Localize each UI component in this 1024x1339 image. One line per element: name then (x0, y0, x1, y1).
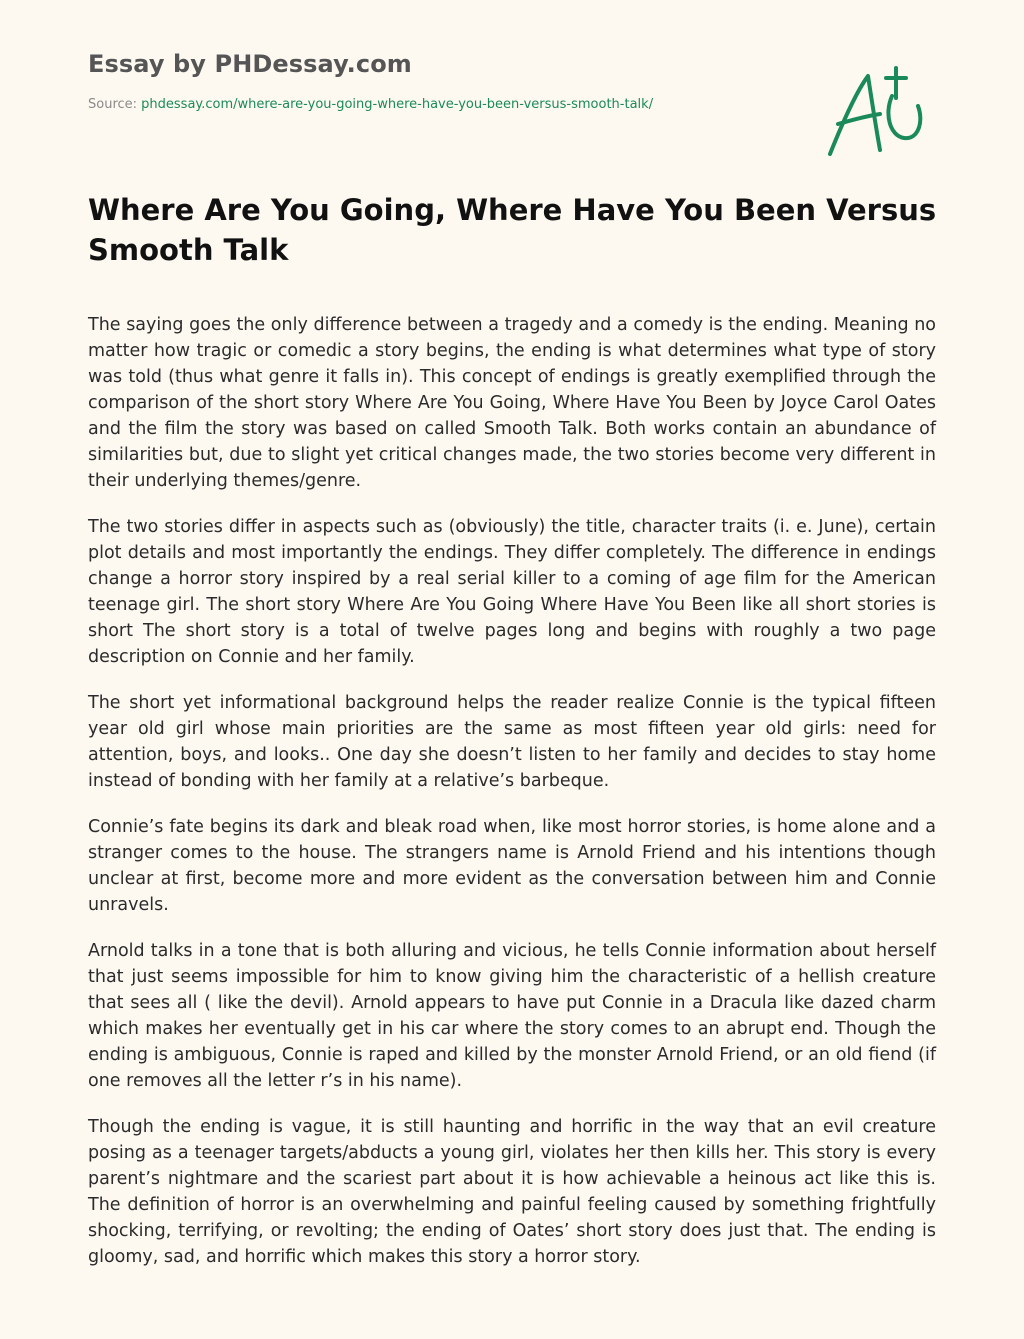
essay-paragraph: Arnold talks in a tone that is both alluring and vicious, he tells Connie information about herself that just seems impossible for him to know giving him the characteristic of a hellish creature that sees all ( like the devil). Arnold appears to have put Connie in a Dracula like dazed charm which makes her eventually get in his car where the story comes to an abrupt end. Though the ending is ambiguous, Connie is raped and killed by the monster Arnold Friend, or an old fiend (if one removes all the letter r’s in his name). (88, 941, 936, 1091)
essay-paragraph: The two stories differ in aspects such as (obviously) the title, character traits (i. e. June), certain plot details and most importantly the endings. They differ completely. The difference in endings change a horror story inspired by a real serial killer to a coming of age film for the American teenage girl. The short story Where Are You Going Where Have You Been like all short stories is short The short story is a total of twelve pages long and begins with roughly a two page description on Connie and her family. (88, 517, 936, 667)
source-line (88, 97, 653, 112)
essay-title: Where Are You Going, Where Have You Been Versus Smooth Talk (88, 193, 937, 267)
essay-paragraph: The saying goes the only difference between a tragedy and a comedy is the ending. Meaning no matter how tragic or comedic a story begins, the ending is what determines what type of story was told (thus what genre it falls in). This concept of endings is greatly exemplified through the comparison of the short story Where Are You Going, Where Have You Been by Joyce Carol Oates and the film the story was based on called Smooth Talk. Both works contain an abundance of similarities but, due to slight yet critical changes made, the two stories become very different in their underlying themes/genre. (88, 315, 936, 491)
source-label: Source: (88, 97, 142, 112)
source-link[interactable]: phdessay.com/where-are-you-going-where-have-you-been-versus-smooth-talk/ (141, 97, 654, 112)
site-title: Essay by PHDessay.com (88, 50, 412, 78)
essay-body (88, 312, 936, 1290)
essay-paragraph: Though the ending is vague, it is still haunting and horrific in the way that an evil creature posing as a teenager targets/abducts a young girl, violates her then kills her. This story is every parent’s nightmare and the scariest part about it is how achievable a heinous act like this is. The definition of horror is an overwhelming and painful feeling caused by something frightfully shocking, terrifying, or revolting; the ending of Oates’ short story does just that. The ending is gloomy, sad, and horrific which makes this story a horror story. (88, 1117, 936, 1267)
essay-paragraph: Connie’s fate begins its dark and bleak road when, like most horror stories, is home alone and a stranger comes to the house. The strangers name is Arnold Friend and his intentions though unclear at first, become more and more evident as the conversation between him and Connie unravels. (88, 817, 936, 915)
essay-paragraph: The short yet informational background helps the reader realize Connie is the typical fifteen year old girl whose main priorities are the same as most fifteen year old girls: need for attention, boys, and looks.. One day she doesn’t listen to her family and decides to stay home instead of bonding with her family at a relative’s barbeque. (88, 693, 936, 791)
a-plus-grade-icon (822, 64, 930, 160)
site-header (88, 50, 653, 112)
